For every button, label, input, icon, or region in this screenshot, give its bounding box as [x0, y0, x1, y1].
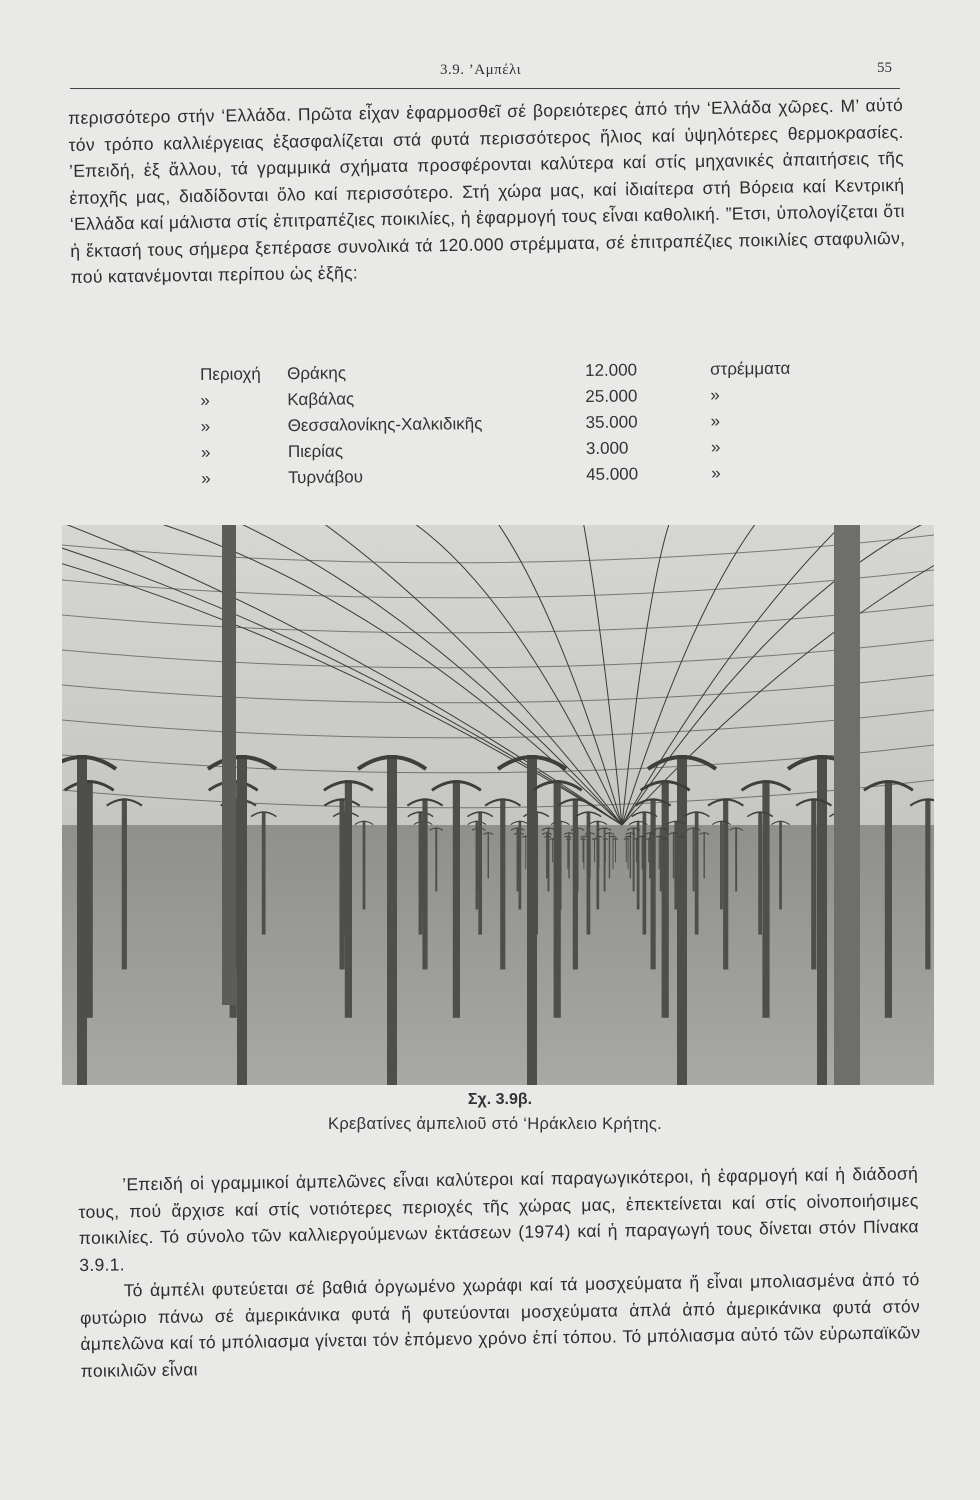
vine-trunk	[573, 798, 578, 969]
vine-trunk	[615, 839, 616, 863]
body-paragraphs	[78, 1160, 921, 1384]
figure-number: Σχ. 3.9β.	[467, 1091, 533, 1108]
vine-trunk	[596, 821, 599, 910]
vine-trunk	[762, 780, 769, 1018]
vine-trunk	[387, 755, 397, 1085]
area-unit: »	[710, 385, 720, 405]
foreground-post	[222, 525, 236, 1005]
vine-trunk	[648, 839, 649, 863]
vineyard-photo	[62, 525, 934, 1085]
vine-trunk	[693, 828, 695, 892]
vine-trunk	[488, 832, 489, 878]
area-unit: »	[711, 463, 721, 483]
vine-trunk	[633, 828, 635, 892]
vine-trunk	[674, 821, 677, 910]
vine-trunk	[77, 755, 87, 1085]
vine-trunk	[546, 832, 547, 878]
row-prefix: »	[200, 416, 211, 436]
ground	[62, 825, 934, 1085]
vine-trunk	[779, 821, 782, 910]
vine-trunk	[419, 811, 423, 934]
row-prefix: »	[200, 390, 210, 410]
sky	[62, 525, 934, 855]
vine-trunk	[811, 798, 816, 969]
running-title: 3.9. ’Αμπέλι	[440, 62, 522, 78]
vine-trunk	[626, 839, 627, 863]
vine-trunk	[695, 811, 699, 934]
vine-trunk	[643, 811, 647, 934]
row-prefix: »	[201, 468, 211, 488]
area-value: 45.000	[586, 464, 639, 484]
intro-paragraph	[68, 92, 906, 291]
vine-trunk	[673, 832, 674, 878]
vine-trunk	[583, 836, 584, 869]
vineyard-illustration	[62, 525, 934, 1085]
vine-trunk	[703, 832, 704, 878]
vine-trunk	[659, 836, 660, 869]
vine-trunk	[925, 798, 930, 969]
vine-trunk	[500, 798, 505, 969]
vine-trunk	[594, 839, 595, 863]
vine-trunk	[681, 836, 682, 869]
area-value: 12.000	[584, 360, 638, 380]
vine-trunk	[758, 811, 762, 934]
region-name: Θεσσαλονίκης-Χαλκιδικῆς	[287, 414, 483, 436]
vine-trunk	[636, 839, 637, 863]
row-prefix: Περιοχή	[200, 364, 261, 384]
vine-trunk	[345, 780, 352, 1018]
page-number: 55	[877, 60, 892, 76]
vine-trunk	[885, 780, 892, 1018]
vine-trunk	[642, 836, 643, 869]
vine-trunk	[476, 821, 479, 910]
vine-trunk	[237, 755, 247, 1085]
paragraph-text: περισσότερο στήν ‘Ελλάδα. Πρῶτα εἶχαν ἐφαρμοσθεῖ σέ βορειότερες ἀπό τήν ‘Ελλάδα χῶρες. Μ’ αὐτό τόν τρόπο καλλιέργειας ἐξασφαλίζεται στά φυτά περισσότερος ἥλιος καί ὑψηλότερες θερμοκρασίες. ’Επειδή, ἐξ ἄλλου, τά γραμμικά σχήματα προσφέρονται καλύτερα καί στίς μηχανικές ἀπαιτήσεις τῆς ἐποχῆς μας, διαδίδονται ὅλο καί περισσότερο. Στή χώρα μας, καί ἰδιαίτερα στή Βόρεια καί Κεντρική ‘Ελλάδα καί μάλιστα στίς ἐπιτραπέζιες ποικιλίες, ἡ ἐφαρμογή τους εἶναι καθολική. ”Ετσι, ὑπολογίζεται ὅτι ἡ ἔκτασή τους σήμερα ξεπέρασε συνολικά τά 120.000 στρέμματα, σέ ἐπιτραπέζιες ποικιλίες σταφυλιῶν, πού κατανέμονται περίπου ὡς ἑξῆς:	[68, 94, 906, 287]
vine-trunk	[478, 811, 482, 934]
area-value: 25.000	[585, 386, 638, 406]
foreground-post	[834, 525, 860, 1085]
vine-trunk	[720, 821, 723, 910]
vine-trunk	[122, 798, 127, 969]
vine-trunk	[662, 780, 669, 1018]
vine-trunk	[677, 755, 687, 1085]
vine-trunk	[612, 836, 613, 869]
vine-trunk	[587, 811, 591, 934]
vine-trunk	[262, 811, 266, 934]
area-value: 3.000	[585, 438, 629, 458]
vine-trunk	[519, 821, 522, 910]
vine-trunk	[817, 755, 827, 1085]
paragraph-text: Τό ἀμπέλι φυτεύεται σέ βαθιά ὀργωμένο χωράφι καί τά μοσχεύματα ἤ εἶναι μπολιασμένα ἀπό τό φυτώριο πάνω σέ ἀμερικάνικα φυτά ἤ φυτεύονται μοσχεύματα ἁπλά ἀπό ἀμερικάνικα φυτά στόν ἀμπελῶνα καί τό μπόλιασμα γίνεται τόν ἑπόμενο χρόνο ἐπί τόπου. Τό μπόλιασμα αὐτό τῶν εὐρωπαϊκῶν ποικιλιῶν εἶναι	[79, 1269, 921, 1381]
vine-trunk	[568, 832, 569, 878]
vine-trunk	[583, 839, 584, 863]
vine-trunk	[548, 828, 550, 892]
vine-trunk	[637, 821, 640, 910]
vine-trunk	[422, 798, 427, 969]
vine-trunk	[517, 828, 519, 892]
area-unit: »	[710, 437, 721, 457]
region-name: Καβάλας	[287, 389, 355, 410]
vine-trunk	[651, 798, 656, 969]
vine-trunk	[630, 832, 631, 878]
figure-caption: Κρεβατίνες ἀμπελιοῦ στό ‘Ηράκλειο Κρήτης.	[328, 1115, 662, 1133]
vine-trunk	[525, 836, 526, 869]
vine-trunk	[609, 832, 610, 878]
vine-trunk	[723, 798, 728, 969]
areas-table	[200, 359, 791, 495]
page-header	[70, 58, 900, 89]
vine-trunk	[664, 839, 665, 863]
vine-trunk	[363, 821, 366, 910]
area-value: 35.000	[585, 412, 638, 432]
vine-trunk	[567, 836, 568, 869]
vine-trunk	[604, 828, 606, 892]
table-row	[201, 463, 791, 495]
vine-trunk	[554, 780, 561, 1018]
paragraph-text: ’Επειδή οἱ γραμμικοί ἀμπελῶνες εἶναι καλύτεροι καί παραγωγικότεροι, ἡ ἐφαρμογή καί ἡ διάδοσή τους, πού ἄρχισε καί στίς νοτιότερες περιοχές τῆς χώρας μας, ἐπεκτείνεται καί στίς οἰνοποιήσιμες ποικιλίες. Τό σύνολο τῶν καλλιεργούμενων ἐκτάσεων (1974) καί ἡ παραγωγή τους δίνεται στόν Πίνακα 3.9.1.	[78, 1163, 919, 1275]
vine-trunk	[735, 828, 737, 892]
area-unit: »	[710, 411, 721, 431]
region-name: Πιερίας	[287, 441, 344, 462]
vine-trunk	[628, 836, 629, 869]
vine-trunk	[339, 798, 344, 969]
vine-trunk	[527, 755, 537, 1085]
region-name: Τυρνάβου	[288, 467, 364, 488]
vine-trunk	[552, 839, 553, 863]
area-unit: στρέμματα	[709, 358, 791, 379]
vine-trunk	[435, 828, 437, 892]
row-prefix: »	[200, 442, 211, 462]
region-name: Θράκης	[286, 363, 347, 384]
vine-trunk	[453, 780, 460, 1018]
